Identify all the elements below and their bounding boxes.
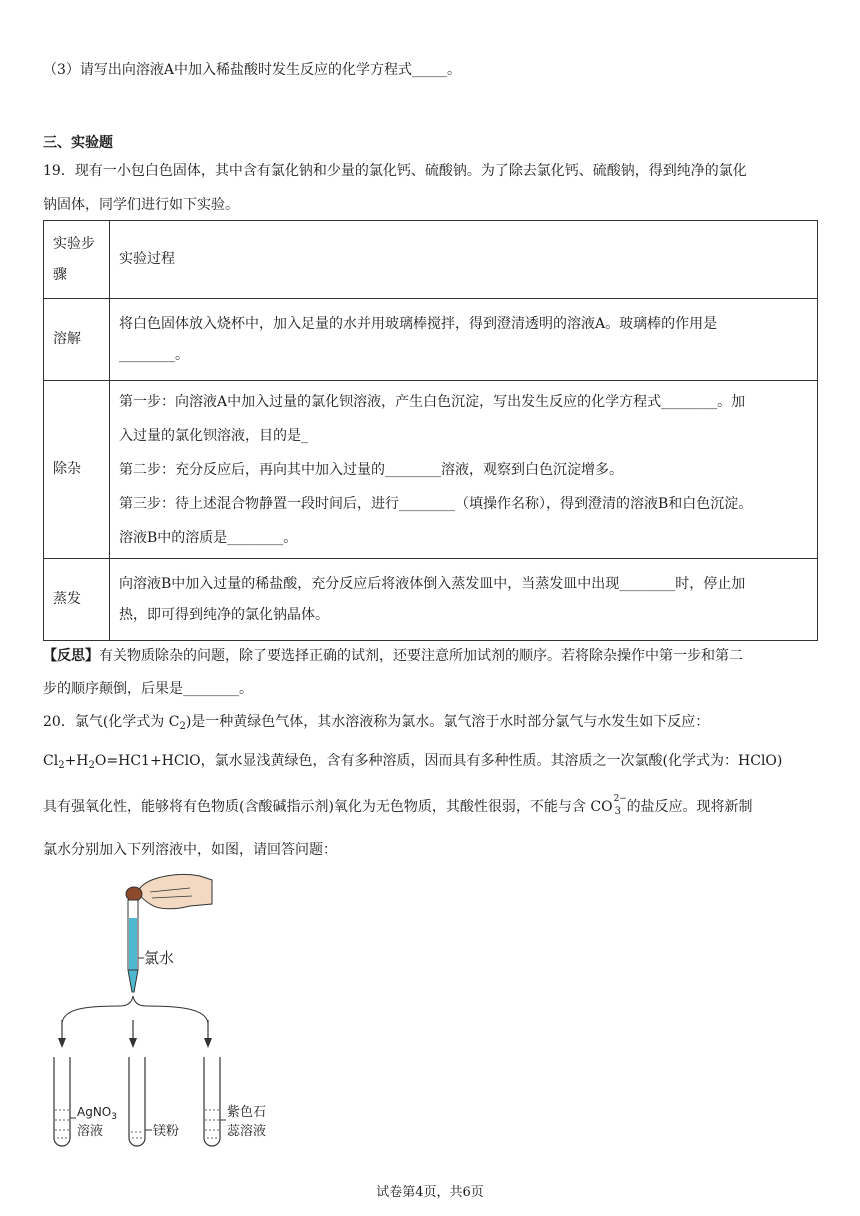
header-step-line-2: 骤 xyxy=(53,266,67,283)
question-20-line-3 xyxy=(43,794,817,817)
co3-charge xyxy=(613,794,627,817)
table-row-header xyxy=(44,221,818,299)
page-footer: 试卷第4页，共6页 xyxy=(376,1185,484,1200)
q20-text-a: 20．氯气(化学式为 C xyxy=(43,714,180,730)
evaporate-label: 蒸发 xyxy=(44,559,110,641)
header-process: 实验过程 xyxy=(119,251,175,267)
table-row-evaporate xyxy=(44,559,818,641)
reflection-text-1: 有关物质除杂的问题，除了要选择正确的试剂，还要注意所加试剂的顺序。若将除杂操作中第一步和第二 xyxy=(99,648,743,664)
purify-process-cell xyxy=(110,381,818,559)
dissolve-process-cell xyxy=(110,299,818,381)
purify-label: 除杂 xyxy=(44,381,110,559)
co3-sup: 2− xyxy=(613,794,627,804)
eq-plus-h: +H xyxy=(64,753,89,769)
tube2-label: 镁粉 xyxy=(153,1124,180,1139)
eq-sub-1: 2 xyxy=(58,760,65,771)
dropper-bulb-icon xyxy=(126,887,142,901)
chlorine-water-figure xyxy=(40,870,300,1155)
question-19-line-1: 19．现有一小包白色固体，其中含有氯化钠和少量的氯化钙、硫酸钠。为了除去氯化钙、硫酸钠，得到纯净的氯化 xyxy=(43,163,747,179)
section-title: 三、实验题 xyxy=(43,135,113,151)
header-step-line-1: 实验步 xyxy=(53,235,95,252)
question-20-line-1 xyxy=(43,712,817,737)
header-step-cell xyxy=(44,221,110,299)
chlorine-water-liquid xyxy=(129,918,137,970)
dissolve-line-1: 将白色固体放入烧杯中，加入足量的水并用玻璃棒搅拌，得到澄清透明的溶液A。玻璃棒的作用是 xyxy=(119,315,718,332)
table-row-dissolve xyxy=(44,299,818,381)
dropper-label: 氯水 xyxy=(144,949,175,967)
header-process-cell xyxy=(110,221,818,299)
purify-line-1: 第一步：向溶液A中加入过量的氯化钡溶液，产生白色沉淀，写出发生反应的化学方程式________。加 xyxy=(119,393,746,410)
tube3-label-line-2: 蕊溶液 xyxy=(227,1124,267,1139)
eq-rest: O=HC1+HClO xyxy=(94,753,201,769)
arrow-down-icon xyxy=(204,1020,212,1048)
tube1-label-line-1: AgNO$_3$ xyxy=(77,1105,117,1122)
q20-text-e: 的盐反应。现将新制 xyxy=(626,799,753,815)
tube3-label-line-1: 紫色石 xyxy=(227,1105,267,1120)
reflection-tag: 【反思】 xyxy=(43,648,99,664)
purify-line-3: 第二步：充分反应后，再向其中加入过量的________溶液，观察到白色沉淀增多。 xyxy=(119,461,623,478)
q20-text-b: )是一种黄绿色气体，其水溶液称为氯水。氯气溶于水时部分氯气与水发生如下反应： xyxy=(185,714,710,730)
dropper-tip xyxy=(128,970,138,992)
reflection-line-2: 步的顺序颠倒，后果是________。 xyxy=(43,681,253,697)
reflection-line-1 xyxy=(43,646,817,666)
q20-sub: 2 xyxy=(179,721,186,732)
question-20-line-4: 氯水分别加入下列溶液中，如图，请回答问题： xyxy=(43,842,337,858)
q20-text-c: ，氯水显浅黄绿色，含有多种溶质，因而具有多种性质。其溶质之一次氯酸(化学式为：HClO) xyxy=(200,753,783,769)
question-20-line-2 xyxy=(43,751,817,776)
test-tube-magnesium xyxy=(129,1057,179,1146)
evaporate-line-2: 热，即可得到纯净的氯化钠晶体。 xyxy=(119,606,329,623)
question-18-3: （3）请写出向溶液A中加入稀盐酸时发生反应的化学方程式_____。 xyxy=(43,62,462,78)
eq-cl: Cl xyxy=(43,753,59,769)
eq-sub-2: 2 xyxy=(88,760,95,771)
table-row-purify xyxy=(44,381,818,559)
q20-text-d: 具有强氧化性，能够将有色物质(含酸碱指示剂)氧化为无色物质，其酸性很弱，不能与含 CO xyxy=(43,799,613,815)
purify-line-2: 入过量的氯化钡溶液，目的是_ xyxy=(119,427,308,444)
purify-line-5: 溶液B中的溶质是________。 xyxy=(119,529,298,546)
experiment-table xyxy=(43,220,818,641)
evaporate-process-cell xyxy=(110,559,818,641)
test-tube-agno3 xyxy=(54,1057,117,1146)
tube1-label-line-2: 溶液 xyxy=(77,1124,104,1139)
arrow-down-icon xyxy=(129,1020,137,1048)
split-brace xyxy=(62,996,208,1023)
co3-sub: 3 xyxy=(614,806,621,817)
evaporate-line-1: 向溶液B中加入过量的稀盐酸，充分反应后将液体倒入蒸发皿中，当蒸发皿中出现________时，停止加 xyxy=(119,575,746,592)
dissolve-line-2: ________。 xyxy=(119,346,189,363)
arrow-down-icon xyxy=(58,1020,66,1048)
purify-line-4: 第三步：待上述混合物静置一段时间后，进行________（填操作名称），得到澄清的溶液B和白色沉淀。 xyxy=(119,495,753,512)
test-tube-litmus xyxy=(204,1057,266,1146)
dissolve-label: 溶解 xyxy=(44,299,110,381)
question-19-line-2: 钠固体，同学们进行如下实验。 xyxy=(43,197,239,213)
